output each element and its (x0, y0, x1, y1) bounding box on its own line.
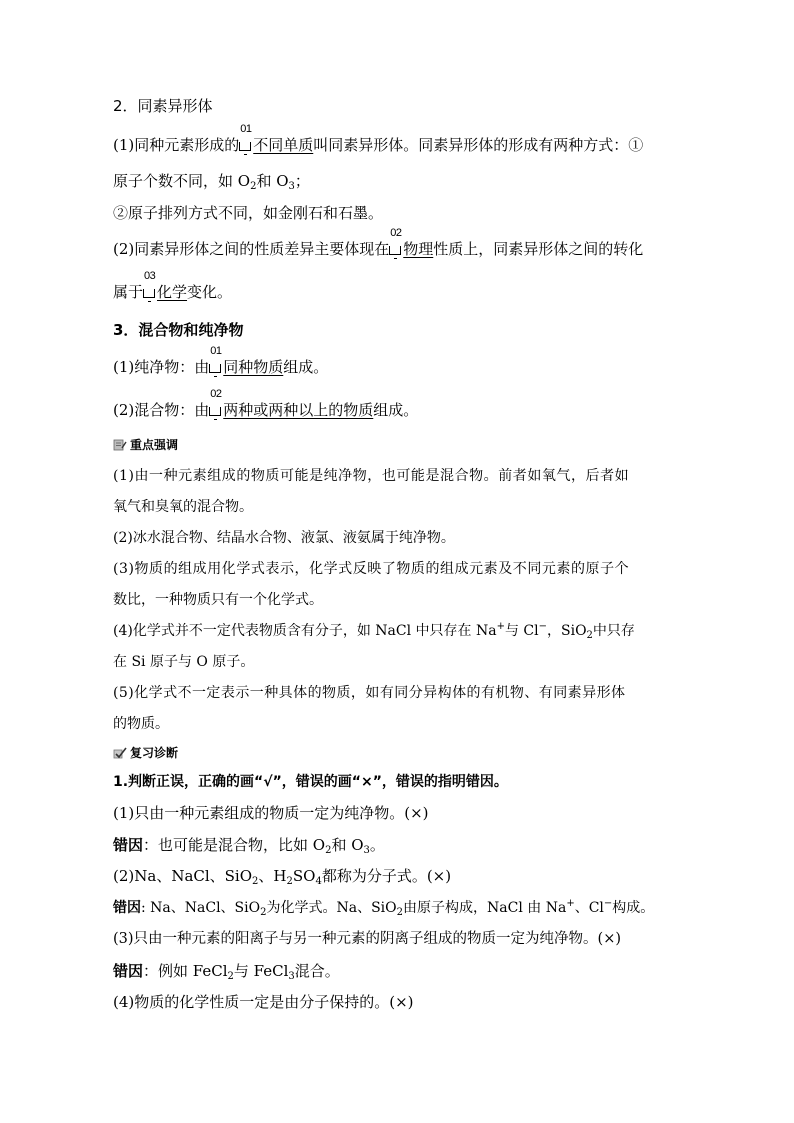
answer-text: 物理 (403, 240, 434, 258)
highlight-icon (113, 439, 127, 451)
tick-mark (214, 376, 217, 377)
text: (1)纯净物：由 (113, 358, 210, 376)
text: (2)Na、NaCl、SiO (113, 867, 253, 885)
review-tag (113, 745, 178, 761)
answer-text: 不同单质 (253, 136, 314, 154)
text: 。 (369, 836, 385, 854)
answer-text: 化学 (157, 283, 188, 301)
tick-mark (394, 258, 397, 259)
text: (2)同素异形体之间的性质差异主要体现在 (113, 240, 390, 258)
text: 性质上，同素异形体之间的转化 (433, 240, 644, 258)
error-reason (113, 898, 654, 918)
subscript: 4 (315, 876, 322, 887)
paragraph (113, 227, 644, 259)
blank-number: 01 (240, 123, 252, 135)
answer-text: 两种或两种以上的物质 (223, 401, 374, 419)
paragraph (113, 171, 310, 191)
paragraph (113, 270, 233, 302)
text: ，SiO (547, 623, 587, 639)
subscript: 2 (227, 971, 234, 982)
question-item: (1)只由一种元素组成的物质一定为纯净物。(×) (113, 804, 429, 822)
blank-number: 03 (144, 270, 156, 282)
blank-box-icon (143, 289, 155, 298)
blank-marker (143, 270, 157, 302)
tick-mark (244, 154, 247, 155)
text: ：也可能是混合物，比如 O (143, 836, 326, 854)
text: 、H (258, 867, 287, 885)
paragraph (113, 345, 329, 377)
text: ； (294, 172, 310, 190)
subscript: 2 (586, 630, 593, 641)
subscript: 2 (325, 845, 332, 856)
emphasis-line: (2)冰水混合物、结晶水合物、液氯、液氨属于纯净物。 (113, 530, 455, 546)
text: 构成。 (612, 900, 655, 916)
question-item: (3)只由一种元素的阳离子与另一种元素的阴离子组成的物质一定为纯净物。(×) (113, 931, 621, 947)
error-label: 错因 (113, 900, 141, 916)
subscript: 3 (363, 845, 370, 856)
blank-box-icon (239, 142, 251, 151)
subscript: 2 (286, 876, 293, 887)
text: (4)化学式并不一定代表物质含有分子，如 NaCl 中只存在 Na (113, 623, 497, 639)
section-heading: 2．同素异形体 (113, 97, 213, 115)
text: 和 O (331, 836, 364, 854)
paragraph (113, 388, 419, 420)
text: 与 Cl (504, 623, 539, 639)
question-item (113, 866, 451, 886)
emphasis-line: (1)由一种元素组成的物质可能是纯净物，也可能是混合物。前者如氧气，后者如 (113, 468, 630, 484)
text: 由原子构成，NaCl 由 Na (403, 900, 567, 916)
tick-mark (148, 301, 151, 302)
tag-label: 重点强调 (130, 438, 179, 452)
superscript: + (496, 621, 505, 632)
text: 都称为分子式。(×) (321, 867, 452, 885)
superscript: − (603, 898, 613, 909)
text: 组成。 (283, 358, 329, 376)
blank-number: 02 (390, 227, 402, 239)
blank-marker (209, 388, 223, 420)
blank-number: 01 (210, 345, 222, 357)
text: 原子个数不同，如 O (113, 172, 251, 190)
question-instruction: 1.判断正误，正确的画“√”，错误的画“×”，错误的指明错因。 (113, 774, 508, 790)
error-label: 错因 (113, 962, 144, 980)
emphasis-tag (113, 437, 178, 453)
text: 为化学式。Na、SiO (266, 900, 397, 916)
answer-text: 同种物质 (223, 358, 284, 376)
blank-marker (389, 227, 403, 259)
text: : Na、NaCl、SiO (141, 900, 261, 916)
superscript: − (538, 621, 547, 632)
blank-box-icon (389, 246, 401, 255)
error-reason (113, 961, 340, 981)
section-heading: 3．混合物和纯净物 (113, 321, 244, 339)
blank-box-icon (209, 364, 221, 373)
emphasis-line: 在 Si 原子与 O 原子。 (113, 654, 255, 670)
blank-box-icon (209, 407, 221, 416)
superscript: + (566, 898, 575, 909)
subscript: 2 (260, 907, 267, 918)
blank-marker (239, 123, 253, 155)
subscript: 3 (288, 971, 295, 982)
emphasis-line: 数比，一种物质只有一个化学式。 (113, 592, 323, 608)
blank-number: 02 (210, 388, 222, 400)
text: ：例如 FeCl (143, 962, 228, 980)
text: 、Cl (574, 900, 604, 916)
emphasis-line: (5)化学式不一定表示一种具体的物质，如有同分异构体的有机物、有同素异形体 (113, 685, 626, 701)
text: 中只存 (592, 623, 635, 639)
text: 属于 (113, 283, 144, 301)
subscript: 3 (288, 181, 295, 192)
emphasis-line: 的物质。 (113, 716, 169, 732)
subscript: 2 (396, 907, 404, 918)
emphasis-line: (3)物质的组成用化学式表示，化学式反映了物质的组成元素及不同元素的原子个 (113, 561, 630, 577)
emphasis-line: 氧气和臭氧的混合物。 (113, 499, 253, 515)
subscript: 2 (252, 876, 259, 887)
text: 叫同素异形体。同素异形体的形成有两种方式：① (313, 136, 644, 154)
blank-marker (209, 345, 223, 377)
text: 与 FeCl (233, 962, 289, 980)
text: 组成。 (373, 401, 419, 419)
text: SO (292, 867, 316, 885)
checkmark-icon (113, 747, 127, 759)
tag-label: 复习诊断 (130, 746, 179, 760)
paragraph (113, 123, 644, 155)
subscript: 2 (250, 181, 257, 192)
question-item: (4)物质的化学性质一定是由分子保持的。(×) (113, 993, 414, 1011)
text: 变化。 (187, 283, 233, 301)
text: (1)同种元素形成的 (113, 136, 240, 154)
paragraph: ②原子排列方式不同，如金刚石和石墨。 (113, 204, 384, 222)
text: 和 O (256, 172, 289, 190)
text: 混合。 (294, 962, 340, 980)
error-reason (113, 835, 385, 855)
text: (2)混合物：由 (113, 401, 210, 419)
emphasis-line (113, 621, 635, 641)
error-label: 错因 (113, 836, 144, 854)
tick-mark (214, 419, 217, 420)
